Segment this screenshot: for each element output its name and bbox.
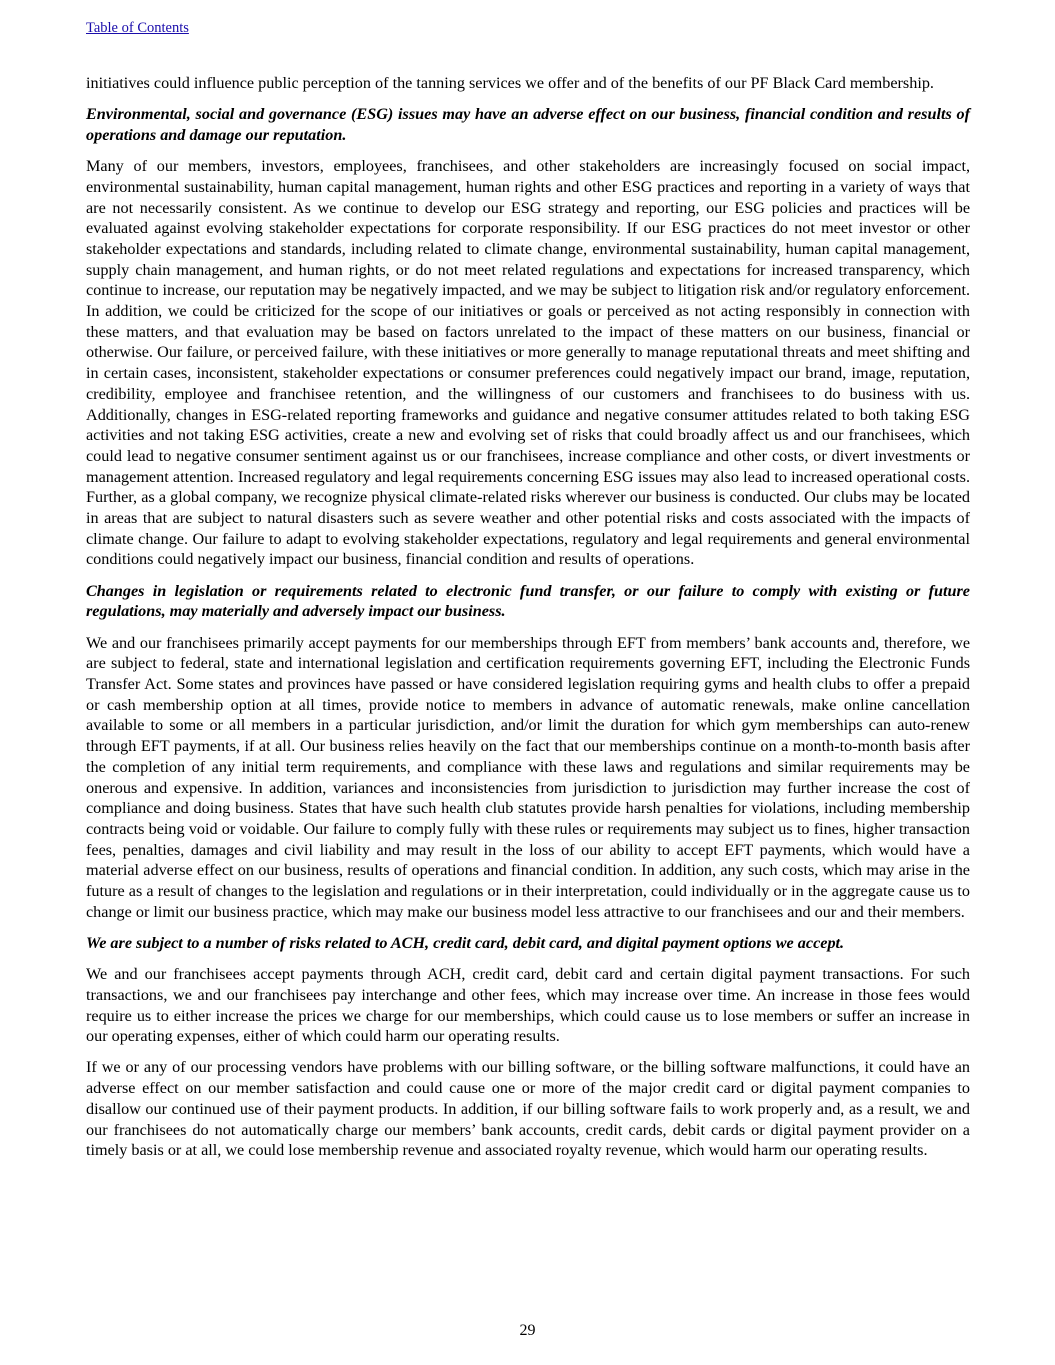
table-of-contents-link[interactable]: Table of Contents xyxy=(86,20,189,36)
paragraph: initiatives could influence public perception of the tanning services we offer and of the benefits of our PF Black Card membership. xyxy=(86,74,934,92)
paragraph: We and our franchisees primarily accept payments for our memberships through EFT from members’ bank accounts and, therefore, we are subject to federal, state and international legislation and certification requirements governing EFT, including the Electronic Funds Transfer Act. Some states and provinces have passed or have considered legislation requiring gyms and health clubs to offer a prepaid or cash membership option at all times, provide notice to members in advance of automatic renewals, make online cancellation available to some or all members in a particular jurisdiction, and/or limit the duration for which gym memberships can auto-renew through EFT payments, if at all. Our business relies heavily on the fact that our memberships continue on a month-to-month basis after the completion of any initial term requirements, and compliance with these laws and regulations and similar requirements may be onerous and expensive. In addition, variances and inconsistencies from jurisdiction to jurisdiction may further increase the cost of compliance and doing business. States that have such health club statutes provide harsh penalties for violations, including membership contracts being void or voidable. Our failure to comply fully with these rules or requirements may subject us to fines, higher transaction fees, penalties, damages and civil liability and may result in the loss of our ability to accept EFT payments, which would have a material adverse effect on our business, results of operations and financial condition. In addition, any such costs, which may arise in the future as a result of changes to the legislation and regulations or in their interpretation, could individually or in the aggregate cause us to change or limit our business practice, which may make our business model less attractive to our franchisees and our and their members. xyxy=(86,633,970,921)
document-body xyxy=(86,73,970,1171)
paragraph: We and our franchisees accept payments through ACH, credit card, debit card and certain digital payment transactions. For such transactions, we and our franchisees pay interchange and other fees, which may increase over time. An increase in those fees would require us to either increase the prices we charge for our memberships, which could cause us to lose members or suffer an increase in our operating expenses, either of which could harm our operating results. xyxy=(86,965,970,1046)
section-heading-eft: Changes in legislation or requirements related to electronic fund transfer, or our failure to comply with existing or future regulations, may materially and adversely impact our business. xyxy=(86,581,970,621)
paragraph: If we or any of our processing vendors have problems with our billing software, or the billing software malfunctions, it could have an adverse effect on our member satisfaction and could cause one or more of the major credit card or digital payment companies to disallow our continued use of their payment products. In addition, if our billing software fails to work properly and, as a result, we and our franchisees do not automatically charge our members’ bank accounts, credit cards, debit cards or digital payment provider on a timely basis or at all, we could lose membership revenue and associated royalty revenue, which would harm our operating results. xyxy=(86,1058,970,1160)
section-heading-esg: Environmental, social and governance (ESG) issues may have an adverse effect on our business, financial condition and results of operations and damage our reputation. xyxy=(86,105,970,144)
section-heading-payments: We are subject to a number of risks related to ACH, credit card, debit card, and digital payment options we accept. xyxy=(86,933,845,952)
paragraph: Many of our members, investors, employees, franchisees, and other stakeholders are increasingly focused on social impact, environmental sustainability, human capital management, human rights and other ESG practices and reporting in a variety of ways that are not necessarily consistent. As we continue to develop our ESG strategy and reporting, our ESG policies and practices will be evaluated against evolving stakeholder expectations for corporate responsibility. If our ESG practices do not meet investor or other stakeholder expectations and standards, including related to climate change, environmental sustainability, human capital management, supply chain management, and human rights, or do not meet related regulations and expectations for increased transparency, which continue to increase, our reputation may be negatively impacted, and we may be subject to litigation risk and/or regulatory enforcement. In addition, we could be criticized for the scope of our initiatives or goals or perceived as not acting responsibly in connection with these matters, and that evaluation may be based on factors unrelated to the impact of these matters on our business, financial or otherwise. Our failure, or perceived failure, with these initiatives or more generally to manage reputational threats and meet shifting and in certain cases, inconsistent, stakeholder expectations or consumer preferences could negatively impact our brand, image, reputation, credibility, employee and franchisee retention, and the willingness of our customers and franchisees to do business with us. Additionally, changes in ESG-related reporting frameworks and guidance and negative consumer attitudes related to both taking ESG activities and not taking ESG activities, create a new and evolving set of risks that could broadly affect us and our franchisees, which could lead to negative consumer sentiment against us or our franchisees, increase compliance and other costs, or divert investments or management attention. Increased regulatory and legal requirements concerning ESG issues may also lead to increased operational costs. Further, as a global company, we recognize physical climate-related risks wherever our business is conducted. Our clubs may be located in areas that are subject to natural disasters such as severe weather and other potential risks and costs associated with the impacts of climate change. Our failure to adapt to evolving stakeholder expectations, regulatory and legal requirements and general environmental conditions could negatively impact our business, financial condition and results of operations. xyxy=(86,157,970,569)
page-number: 29 xyxy=(519,1322,536,1339)
